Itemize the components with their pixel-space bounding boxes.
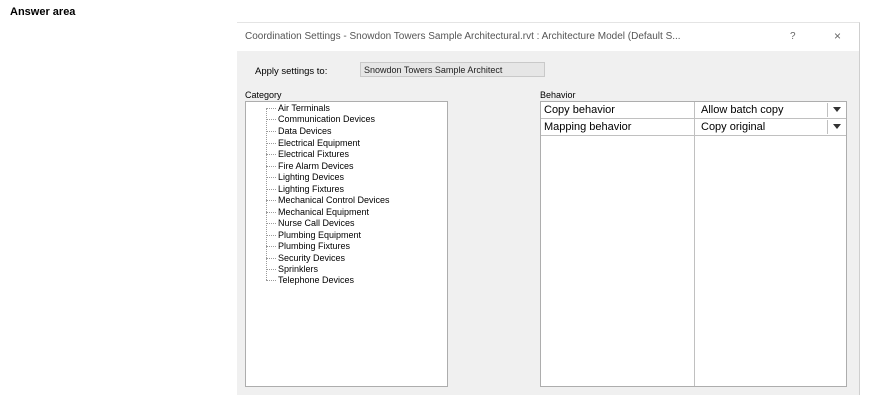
tree-branch [266, 166, 276, 167]
category-label: Category [245, 90, 282, 100]
tree-branch [266, 119, 276, 120]
category-item-plumbing-fixtures[interactable]: Plumbing Fixtures [278, 241, 351, 251]
mapping-behavior-label: Mapping behavior [544, 121, 632, 133]
tree-branch [266, 280, 276, 281]
category-item-data-devices[interactable]: Data Devices [278, 126, 332, 136]
tree-branch [266, 154, 276, 155]
category-item-security-devices[interactable]: Security Devices [278, 253, 346, 263]
category-item-mechanical-control-devices[interactable]: Mechanical Control Devices [278, 195, 390, 205]
tree-branch [266, 177, 276, 178]
category-item-telephone-devices[interactable]: Telephone Devices [278, 275, 355, 285]
tree-branch [266, 246, 276, 247]
help-icon[interactable]: ? [790, 31, 796, 42]
apply-settings-select[interactable]: Snowdon Towers Sample Architect [360, 62, 545, 77]
category-item-nurse-call-devices[interactable]: Nurse Call Devices [278, 218, 355, 228]
copy-behavior-select[interactable]: Allow batch copy [701, 104, 784, 116]
copy-behavior-label: Copy behavior [544, 104, 615, 116]
behavior-grid [540, 101, 847, 387]
category-item-communication-devices[interactable]: Communication Devices [278, 114, 376, 124]
row-divider [541, 118, 846, 119]
row-divider [541, 135, 846, 136]
mapping-behavior-dropdown[interactable] [827, 120, 846, 134]
category-item-electrical-equipment[interactable]: Electrical Equipment [278, 138, 361, 148]
tree-branch [266, 143, 276, 144]
category-item-sprinklers[interactable]: Sprinklers [278, 264, 319, 274]
category-list[interactable] [245, 101, 448, 387]
chevron-down-icon [833, 124, 841, 129]
tree-branch [266, 258, 276, 259]
tree-branch [266, 212, 276, 213]
tree-branch [266, 223, 276, 224]
column-divider [694, 102, 695, 386]
category-item-air-terminals[interactable]: Air Terminals [278, 103, 330, 113]
mapping-behavior-select[interactable]: Copy original [701, 121, 766, 133]
close-icon[interactable]: × [834, 29, 842, 43]
tree-branch [266, 269, 276, 270]
dialog-titlebar[interactable] [237, 23, 859, 51]
category-item-mechanical-equipment[interactable]: Mechanical Equipment [278, 207, 370, 217]
behavior-label: Behavior [540, 90, 576, 100]
tree-branch [266, 131, 276, 132]
category-item-lighting-devices[interactable]: Lighting Devices [278, 172, 345, 182]
tree-branch [266, 235, 276, 236]
tree-branch [266, 108, 276, 109]
answer-area-heading: Answer area [10, 6, 76, 18]
category-item-lighting-fixtures[interactable]: Lighting Fixtures [278, 184, 345, 194]
apply-settings-label: Apply settings to: [255, 66, 328, 77]
category-item-plumbing-equipment[interactable]: Plumbing Equipment [278, 230, 362, 240]
copy-behavior-dropdown[interactable] [827, 103, 846, 117]
category-item-electrical-fixtures[interactable]: Electrical Fixtures [278, 149, 350, 159]
chevron-down-icon [833, 107, 841, 112]
dialog-title: Coordination Settings - Snowdon Towers Sample Architectural.rvt : Architecture Model (Default S... [245, 31, 681, 42]
tree-branch [266, 200, 276, 201]
coordination-settings-dialog [237, 22, 860, 395]
tree-branch [266, 189, 276, 190]
tree-connector [266, 108, 267, 280]
category-item-fire-alarm-devices[interactable]: Fire Alarm Devices [278, 161, 354, 171]
